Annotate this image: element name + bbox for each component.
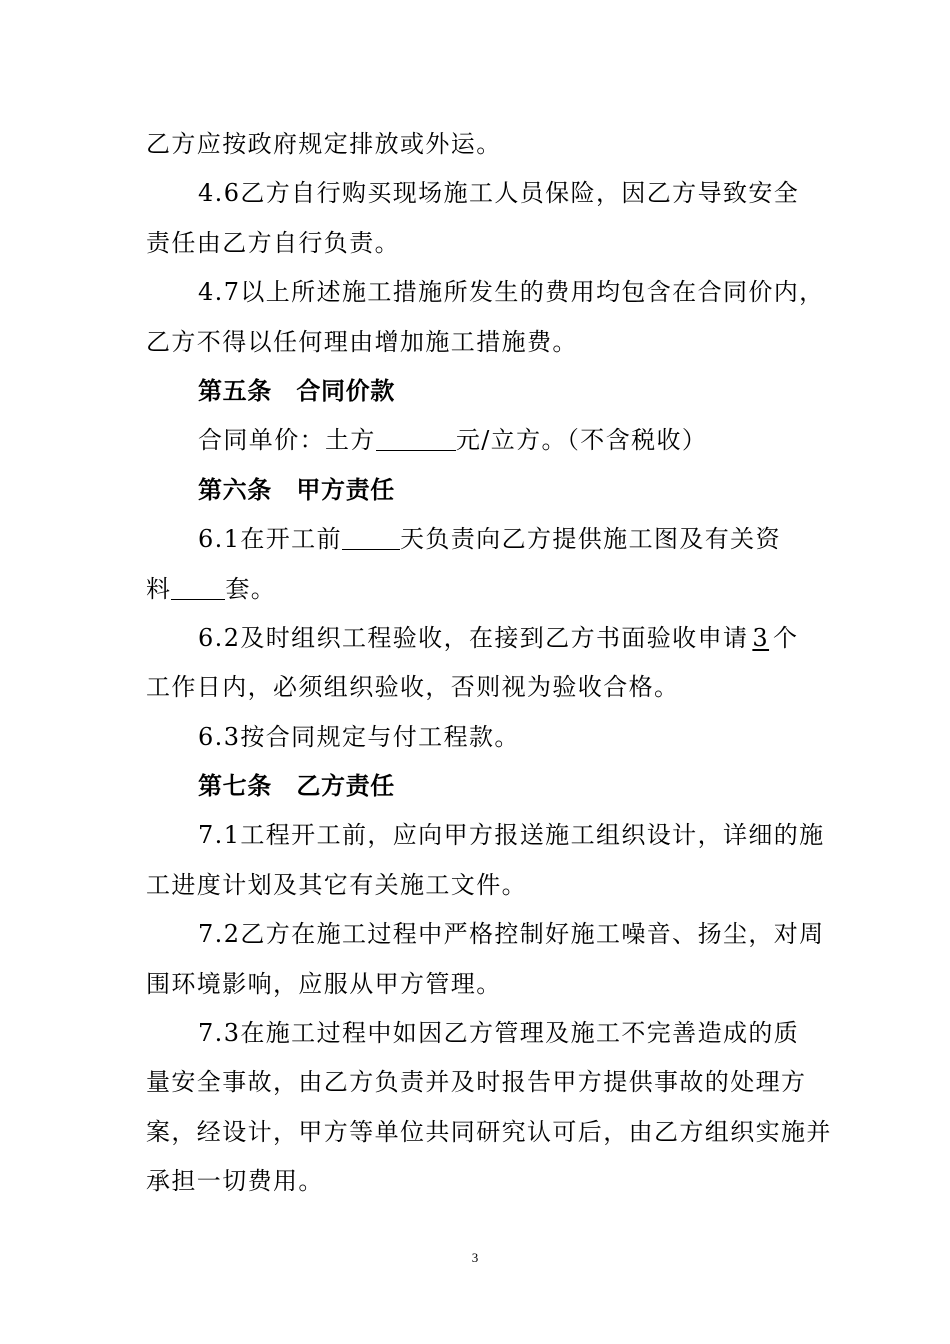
line-text-before: 料 xyxy=(146,574,172,603)
fill-in-blank xyxy=(342,523,400,550)
text-line xyxy=(146,515,806,564)
text-line: 7.3在施工过程中如因乙方管理及施工不完善造成的质 xyxy=(198,1019,800,1048)
filled-blank: 3 xyxy=(752,623,770,652)
text-line: 工进度计划及其它有关施工文件。 xyxy=(146,870,527,899)
page-number: 3 xyxy=(471,1250,479,1265)
document-body xyxy=(146,120,832,1207)
fill-in-blank xyxy=(171,573,225,600)
section-heading: 第六条 甲方责任 xyxy=(198,475,395,504)
text-line: 4.7以上所述施工措施所发生的费用均包含在合同价内， xyxy=(198,278,825,307)
fill-in-blank xyxy=(376,424,456,451)
text-line xyxy=(146,614,806,663)
text-line: 承担一切费用。 xyxy=(146,1167,324,1196)
text-line: 7.2乙方在施工过程中严格控制好施工噪音、扬尘，对周 xyxy=(198,920,825,949)
text-line: 工作日内，必须组织验收，否则视为验收合格。 xyxy=(146,673,680,702)
text-line xyxy=(146,565,806,614)
line-text-after: 个 xyxy=(773,623,799,652)
line-text-before: 合同单价：土方 xyxy=(198,426,376,455)
text-line: 7.1工程开工前，应向甲方报送施工组织设计，详细的施 xyxy=(198,821,825,850)
text-line: 责任由乙方自行负责。 xyxy=(146,228,400,257)
line-text-after: 元/立方。（不含税收） xyxy=(455,426,708,455)
text-line: 乙方不得以任何理由增加施工措施费。 xyxy=(146,327,578,356)
text-line: 围环境影响，应服从甲方管理。 xyxy=(146,969,502,998)
section-heading: 第五条 合同价款 xyxy=(198,376,395,405)
line-text-before: 6.1在开工前 xyxy=(198,525,342,554)
line-text-after: 天负责向乙方提供施工图及有关资 xyxy=(399,525,781,554)
section-heading: 第七条 乙方责任 xyxy=(198,772,395,801)
line-text-before: 6.2及时组织工程验收，在接到乙方书面验收申请 xyxy=(198,623,749,652)
text-line: 乙方应按政府规定排放或外运。 xyxy=(146,130,502,158)
text-line: 案，经设计，甲方等单位共同研究认可后，由乙方组织实施并 xyxy=(146,1117,832,1146)
line-text-after: 套。 xyxy=(225,574,277,603)
text-line: 4.6乙方自行购买现场施工人员保险，因乙方导致安全 xyxy=(198,179,800,208)
text-line: 量安全事故，由乙方负责并及时报告甲方提供事故的处理方 xyxy=(146,1068,807,1097)
text-line xyxy=(146,416,806,465)
text-line: 6.3按合同规定与付工程款。 xyxy=(198,722,520,751)
